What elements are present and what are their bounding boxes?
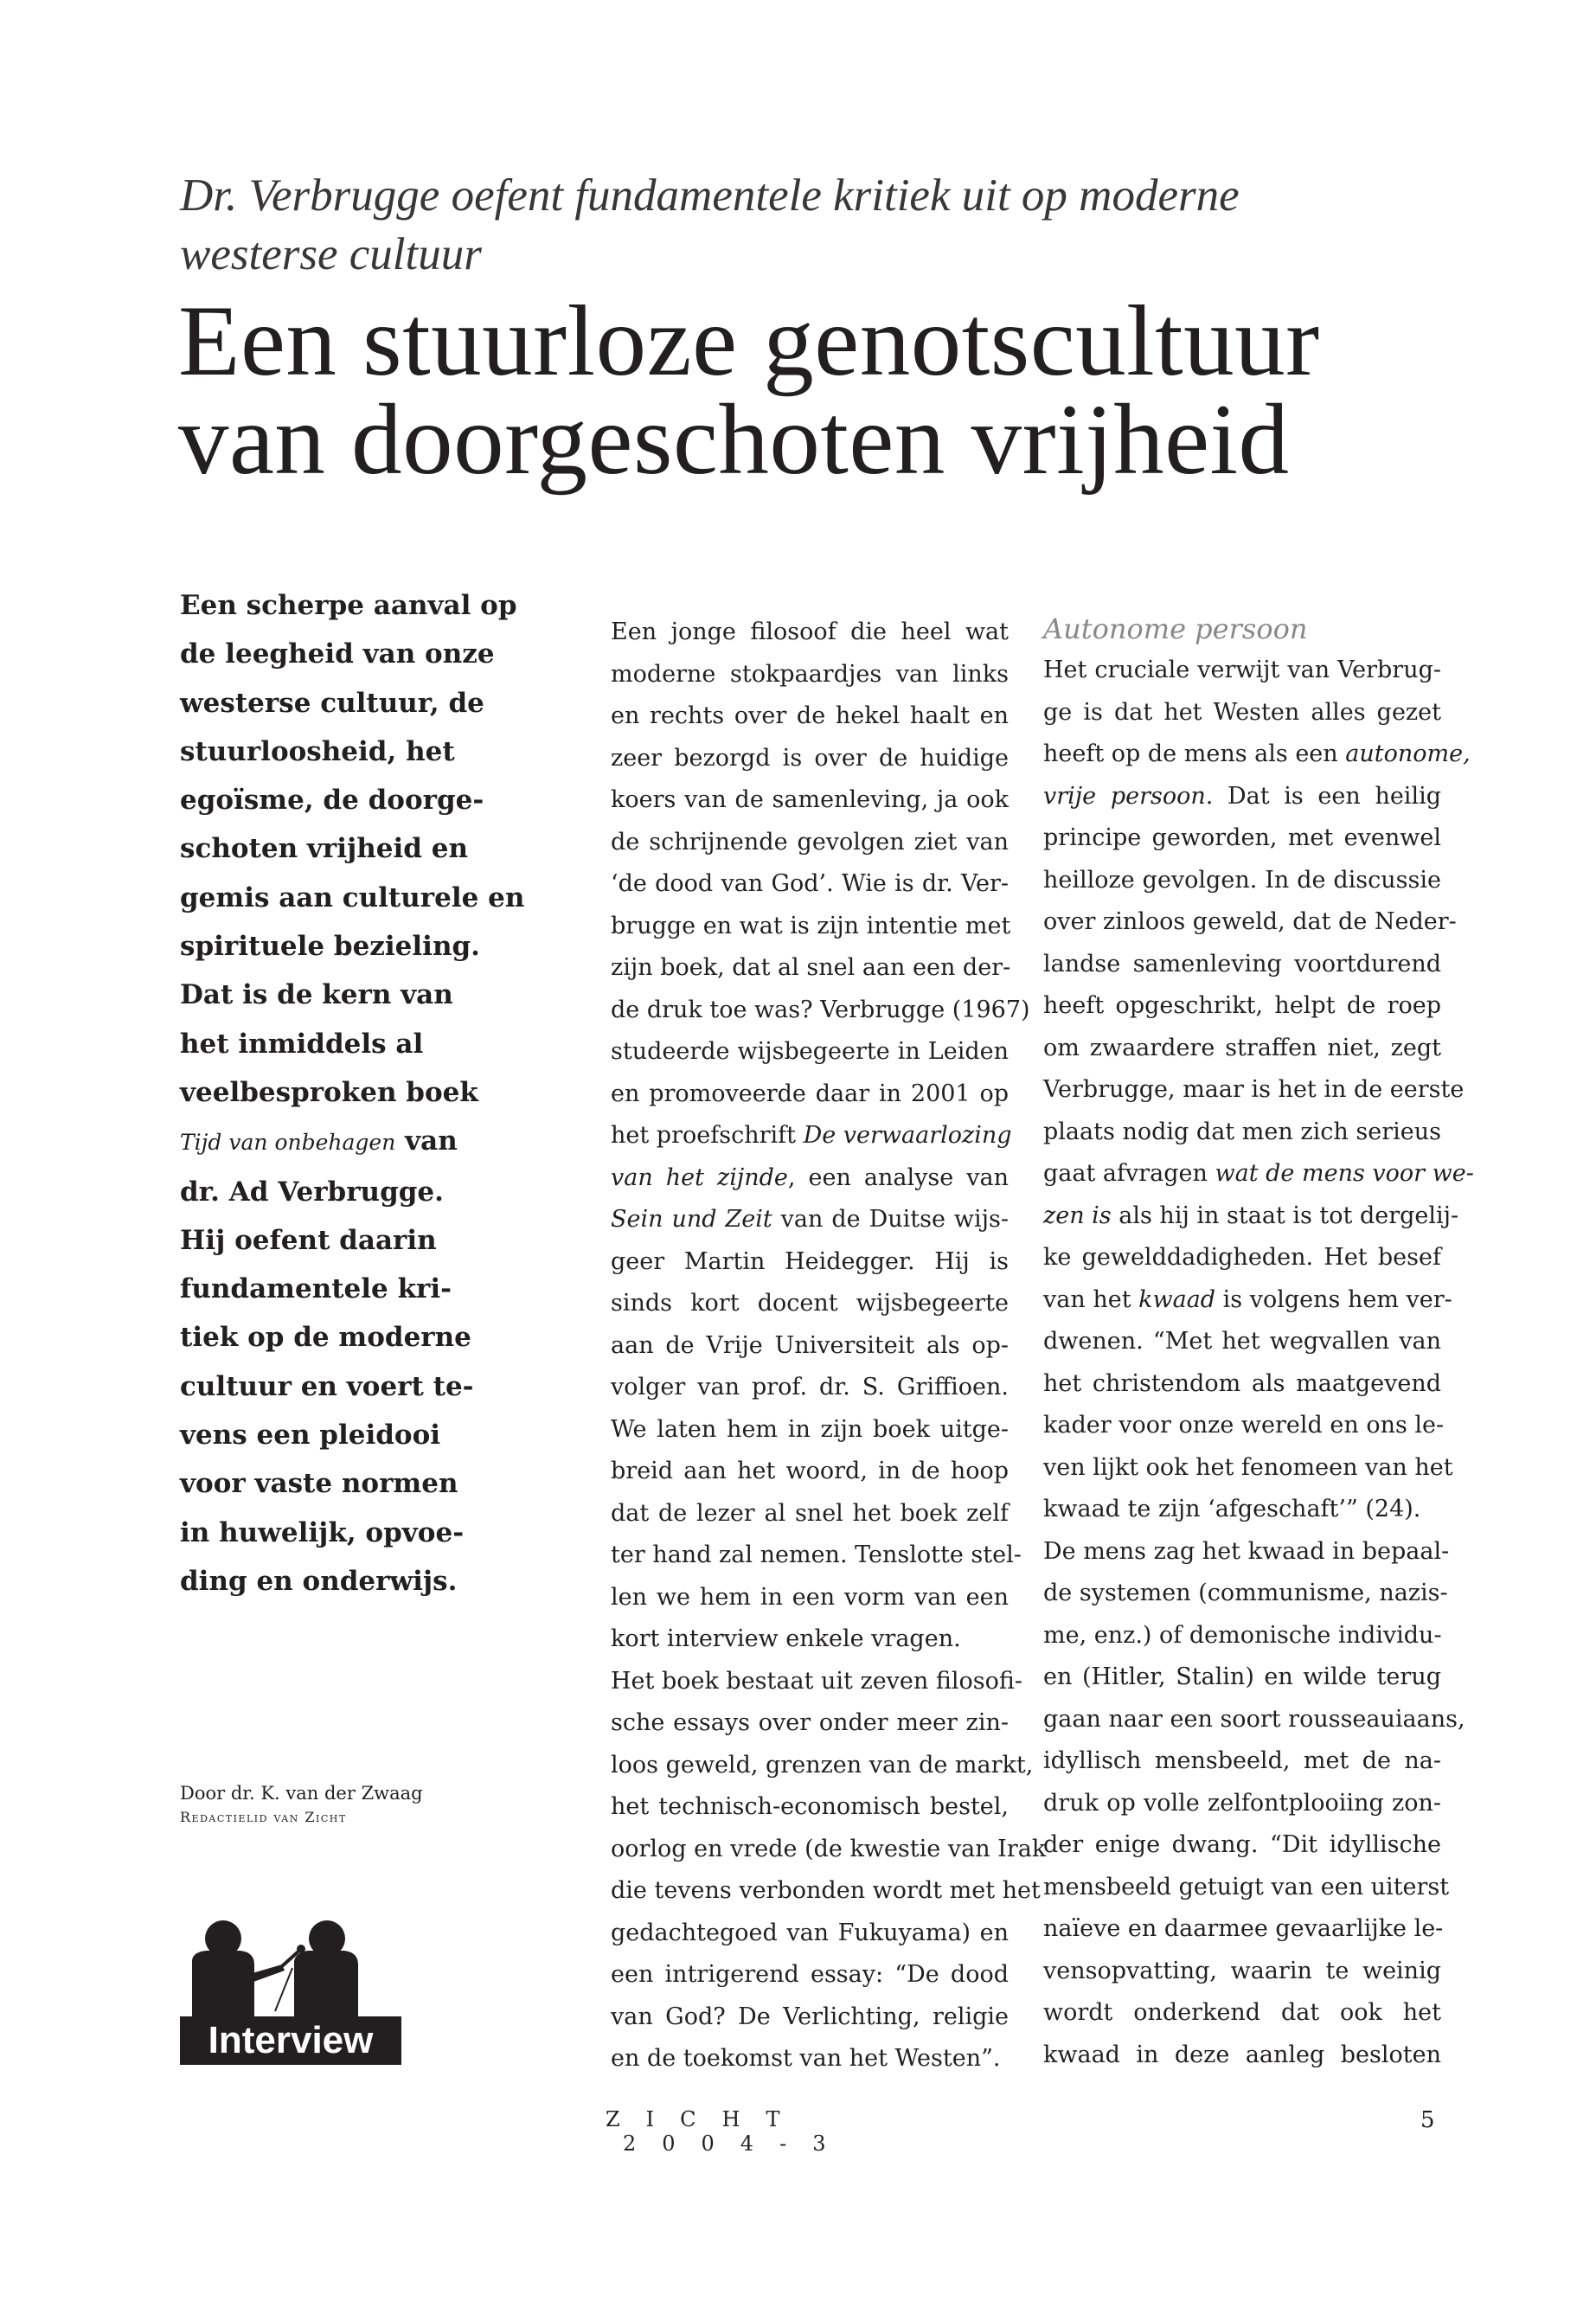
body-line: kwaad te zijn ‘afgeschaft’” (24). (1043, 1496, 1421, 1522)
body-line: dat de lezer al snel het boek zelf (611, 1499, 1009, 1527)
body-italic: De verwaarlozing (803, 1122, 1012, 1149)
body-text: , een analyse van (787, 1163, 1009, 1191)
body-line (1043, 1195, 1459, 1238)
lead-line-book (180, 1117, 543, 1167)
body-line: loos geweld, grenzen van de markt, (611, 1751, 1034, 1779)
body-line: zijn boek, dat al snel aan een der- (611, 954, 1011, 981)
body-line: heilloze gevolgen. In de discussie (1043, 866, 1441, 894)
body-line: het christendom als maatgevend (1043, 1369, 1441, 1397)
byline-author: Door dr. K. van der Zwaag (180, 1783, 423, 1804)
body-line: len we hem in een vorm van een (611, 1583, 1009, 1611)
body-line: zeer bezorgd is over de huidige (611, 744, 1009, 772)
body-line: van God? De Verlichting, religie (611, 2003, 1009, 2030)
body-line: het technisch-economisch bestel, (611, 1793, 1009, 1820)
body-line: koers van de samenleving, ja ook (611, 786, 1009, 813)
lead-text: van (395, 1125, 458, 1157)
body-line: naïeve en daarmee gevaarlijke le- (1043, 1915, 1444, 1942)
lead-line: gemis aan culturele en (180, 881, 525, 913)
lead-line: schoten vrijheid en (180, 833, 469, 865)
body-line: volger van prof. dr. S. Griffioen. (611, 1374, 1009, 1400)
body-line: Het boek bestaat uit zeven filosofi- (611, 1667, 1023, 1695)
body-line (1043, 1153, 1474, 1195)
body-line (1043, 1279, 1452, 1322)
body-line: die tevens verbonden wordt met het (611, 1877, 1041, 1904)
body-line: wordt onderkend dat ook het (1043, 1999, 1441, 2026)
body-line: kader voor onze wereld en ons le- (1043, 1412, 1445, 1439)
book-title: Tijd van onbehagen (180, 1130, 396, 1156)
body-italic: autonome, (1345, 740, 1471, 767)
body-line (611, 1157, 1009, 1200)
body-line: breid aan het woord, in de hoop (611, 1458, 1009, 1484)
body-italic: wat de mens voor we- (1215, 1160, 1474, 1187)
lead-line: in huwelijk, opvoe- (180, 1516, 465, 1548)
interview-icon (180, 1916, 401, 2065)
page-footer (606, 2107, 1021, 2156)
body-line: en (Hitler, Stalin) en wilde terug (1043, 1663, 1441, 1690)
body-line (611, 1199, 1009, 1241)
lead-line: Dat is de kern van (180, 979, 453, 1011)
byline (180, 1780, 543, 1829)
body-line (1043, 734, 1471, 776)
lead-line: dr. Ad Verbrugge. (180, 1176, 444, 1208)
body-italic: kwaad (1138, 1285, 1216, 1313)
body-text: heeft op de mens als een (1043, 740, 1346, 767)
body-line: heeft opgeschrikt, helpt de roep (1043, 992, 1441, 1019)
lead-line: fundamentele kri- (180, 1273, 452, 1305)
page-number: 5 (1420, 2107, 1435, 2133)
body-text: is volgens hem ver- (1215, 1285, 1452, 1313)
body-italic: Sein und Zeit (611, 1206, 772, 1233)
body-line: Verbrugge, maar is het in de eerste (1043, 1076, 1465, 1103)
body-line: sinds kort docent wijsbegeerte (611, 1290, 1009, 1317)
body-line: over zinloos geweld, dat de Neder- (1043, 908, 1457, 935)
body-line: moderne stokpaardjes van links (611, 660, 1009, 688)
body-line: en rechts over de hekel haalt en (611, 702, 1009, 729)
body-line: ‘de dood van God’. Wie is dr. Ver- (611, 870, 1009, 897)
article-kicker (180, 166, 1408, 284)
body-text: . Dat is een heilig (1205, 782, 1442, 810)
kicker-line: Dr. Verbrugge oefent fundamentele kritiek uit op moderne (180, 170, 1240, 221)
body-column-2 (1043, 608, 1474, 2076)
body-line: een intrigerend essay: “De dood (611, 1961, 1009, 1988)
lead-line: vens een pleidooi (180, 1420, 441, 1452)
body-line: oorlog en vrede (de kwestie van Irak (611, 1835, 1047, 1862)
body-line (611, 1115, 1012, 1157)
article-headline (178, 285, 1476, 496)
body-line (1043, 776, 1441, 818)
lead-line: de leegheid van onze (180, 638, 495, 670)
body-line: Het cruciale verwijt van Verbrug- (1043, 657, 1441, 683)
body-column-1 (611, 612, 1047, 2080)
body-line: ge is dat het Westen alles gezet (1043, 698, 1441, 726)
body-line: mensbeeld getuigt van een uiterst (1043, 1873, 1450, 1900)
body-line: om zwaardere straffen niet, zegt (1043, 1034, 1441, 1061)
body-line: landse samenleving voortdurend (1043, 950, 1441, 977)
body-line: sche essays over onder meer zin- (611, 1709, 1009, 1736)
body-text: gaat afvragen (1043, 1160, 1215, 1187)
body-line: brugge en wat is zijn intentie met (611, 912, 1011, 939)
body-line: plaats nodig dat men zich serieus (1043, 1118, 1441, 1145)
body-italic: van het zijnde (611, 1163, 788, 1191)
body-line: de druk toe was? Verbrugge (1967) (611, 996, 1030, 1023)
body-line: ter hand zal nemen. Tenslotte stel- (611, 1541, 1022, 1568)
body-line: de systemen (communisme, nazis- (1043, 1580, 1448, 1606)
footer-magazine: ZICHT (606, 2107, 806, 2131)
body-line: idyllisch mensbeeld, met de na- (1043, 1747, 1441, 1774)
lead-line: Hij oefent daarin (180, 1224, 437, 1256)
lead-line: veelbesproken boek (180, 1076, 478, 1108)
body-line: der enige dwang. “Dit idyllische (1043, 1831, 1441, 1858)
headline-line: van doorgeschoten vrijheid (178, 384, 1290, 496)
kicker-line: westerse cultuur (180, 229, 482, 279)
lead-line: het inmiddels al (180, 1028, 424, 1060)
body-italic: zen is (1043, 1202, 1112, 1229)
body-line: gaan naar een soort rousseauiaans, (1043, 1705, 1465, 1733)
body-italic: vrije persoon (1043, 782, 1206, 810)
body-line: ke gewelddadigheden. Het besef (1043, 1244, 1441, 1271)
article-lead (180, 581, 543, 1606)
body-line: We laten hem in zijn boek uitge- (611, 1415, 1009, 1443)
body-line: geer Martin Heidegger. Hij is (611, 1247, 1009, 1275)
lead-line: cultuur en voert te- (180, 1370, 474, 1402)
body-text: van de Duitse wijs- (772, 1206, 1009, 1233)
body-line: aan de Vrije Universiteit als op- (611, 1331, 1009, 1359)
body-line: De mens zag het kwaad in bepaal- (1043, 1537, 1450, 1565)
lead-line: stuurloosheid, het (180, 735, 455, 767)
interview-badge (180, 1916, 401, 2065)
lead-line: ding en onderwijs. (180, 1565, 458, 1597)
footer-issue: 2004-3 (623, 2131, 852, 2156)
lead-line: tiek op de moderne (180, 1322, 471, 1354)
body-line: Een jonge filosoof die heel wat (611, 619, 1009, 645)
body-line: ven lijkt ook het fenomeen van het (1043, 1453, 1453, 1481)
lead-line: westerse cultuur, de (180, 687, 484, 719)
body-line: en de toekomst van het Westen”. (611, 2045, 1001, 2072)
lead-line: Een scherpe aanval op (180, 590, 517, 621)
body-line: kort interview enkele vragen. (611, 1625, 961, 1652)
body-text: het proefschrift (611, 1122, 804, 1149)
section-subheading: Autonome persoon (1043, 612, 1308, 645)
body-line: me, enz.) of demonische individu- (1043, 1621, 1442, 1649)
lead-line: voor vaste normen (180, 1468, 458, 1500)
lead-line: egoïsme, de doorge- (180, 785, 484, 817)
body-text: van het (1043, 1285, 1139, 1313)
body-line: principe geworden, met evenwel (1043, 824, 1441, 851)
badge-label: Interview (208, 2019, 374, 2061)
body-line: druk op volle zelfontplooiing zon- (1043, 1789, 1441, 1817)
body-line: studeerde wijsbegeerte in Leiden (611, 1038, 1009, 1065)
body-line: kwaad in deze aanleg besloten (1043, 2041, 1441, 2068)
body-text: als hij in staat is tot dergelij- (1111, 1202, 1459, 1229)
body-line: dwenen. “Met het wegvallen van (1043, 1328, 1441, 1355)
body-line: de schrijnende gevolgen ziet van (611, 828, 1009, 856)
body-line: en promoveerde daar in 2001 op (611, 1080, 1009, 1107)
byline-role: Redactielid van Zicht (180, 1809, 347, 1825)
lead-line: spirituele bezieling. (180, 931, 480, 963)
headline-line: Een stuurloze genotscultuur (178, 285, 1320, 397)
body-line: gedachtegoed van Fukuyama) en (611, 1919, 1009, 1946)
body-line: vensopvatting, waarin te weinig (1043, 1957, 1441, 1984)
